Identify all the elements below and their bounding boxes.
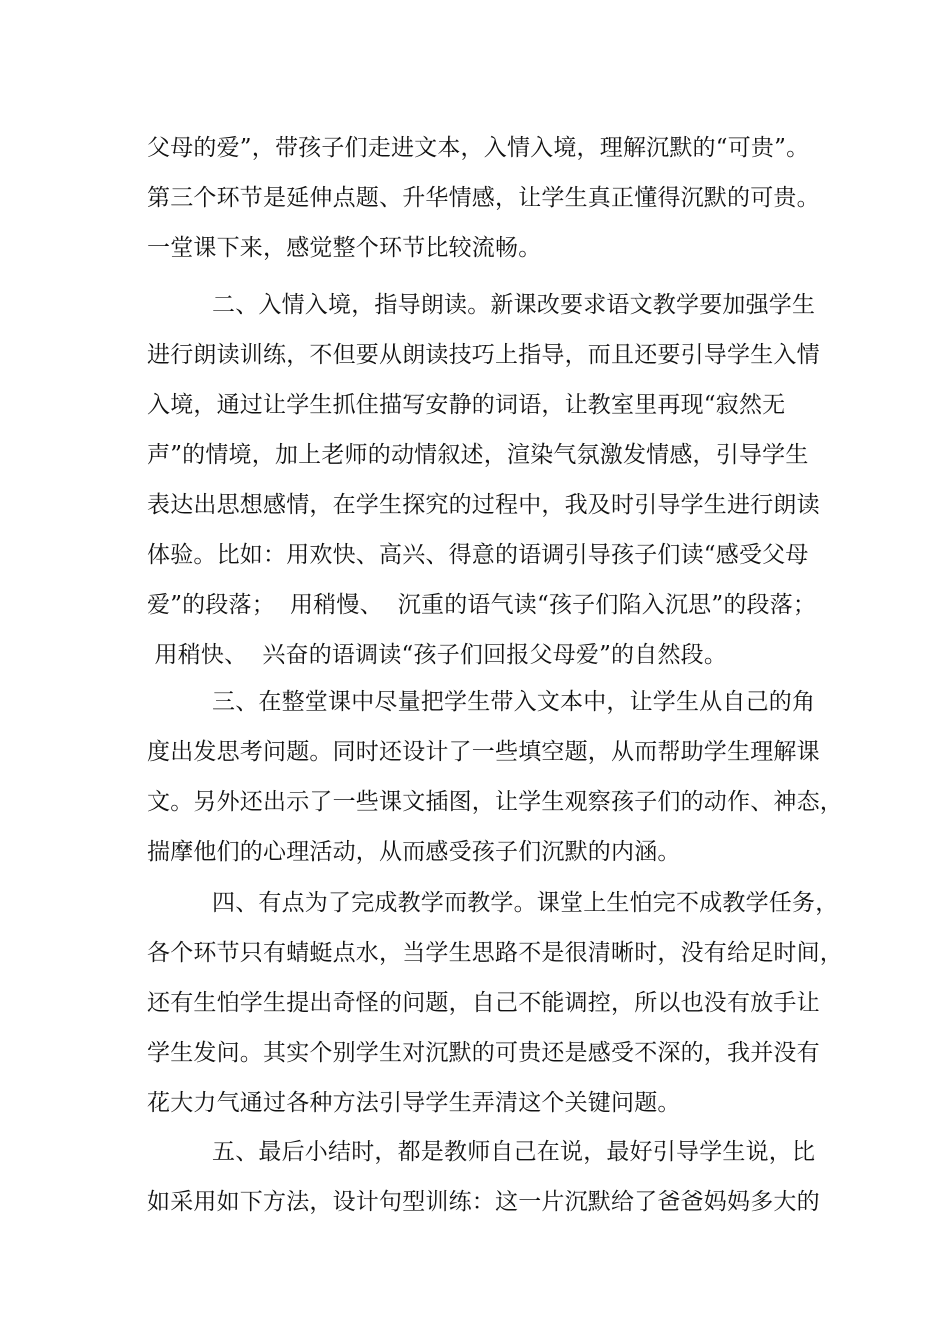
text-line: 三、在整堂课中尽量把学生带入文本中，让学生从自己的角 [212, 689, 816, 715]
text-line: 二、入情入境，指导朗读。新课改要求语文教学要加强学生 [212, 292, 816, 318]
text-line: 四、有点为了完成教学而教学。课堂上生怕完不成教学任务， [212, 890, 839, 916]
text-line: 一堂课下来，感觉整个环节比较流畅。 [147, 235, 542, 261]
text-line: 用稍快、 兴奋的语调读“孩子们回报父母爱”的自然段。 [147, 642, 728, 668]
text-line: 第三个环节是延伸点题、升华情感，让学生真正懂得沉默的可贵。 [147, 185, 820, 211]
text-line: 如采用如下方法，设计句型训练：这一片沉默给了爸爸妈妈多大的 [147, 1189, 820, 1215]
text-line: 还有生怕学生提出奇怪的问题，自己不能调控，所以也没有放手让 [147, 990, 820, 1016]
text-line: 声”的情境，加上老师的动情叙述，渲染气氛激发情感，引导学生 [147, 442, 809, 468]
text-line: 父母的爱”，带孩子们走进文本，入情入境，理解沉默的“可贵”。 [147, 135, 810, 161]
text-line: 进行朗读训练，不但要从朗读技巧上指导，而且还要引导学生入情 [147, 342, 820, 368]
text-line: 体验。比如：用欢快、高兴、得意的语调引导孩子们读“感受父母 [147, 542, 809, 568]
text-line: 表达出思想感情，在学生探究的过程中，我及时引导学生进行朗读 [147, 492, 820, 518]
text-line: 爱”的段落； 用稍慢、 沉重的语气读“孩子们陷入沉思”的段落； [147, 592, 817, 618]
text-line: 花大力气通过各种方法引导学生弄清这个关键问题。 [147, 1090, 681, 1116]
text-line: 度出发思考问题。同时还设计了一些填空题，从而帮助学生理解课 [147, 739, 820, 765]
text-line: 入境，通过让学生抓住描写安静的词语，让教室里再现“寂然无 [147, 392, 786, 418]
text-line: 学生发问。其实个别学生对沉默的可贵还是感受不深的，我并没有 [147, 1040, 820, 1066]
text-line: 各个环节只有蜻蜓点水，当学生思路不是很清晰时，没有给足时间， [147, 940, 843, 966]
text-line: 五、最后小结时，都是教师自己在说，最好引导学生说，比 [212, 1139, 816, 1165]
text-line: 文。另外还出示了一些课文插图，让学生观察孩子们的动作、神态， [147, 789, 843, 815]
text-line: 揣摩他们的心理活动，从而感受孩子们沉默的内涵。 [147, 839, 681, 865]
